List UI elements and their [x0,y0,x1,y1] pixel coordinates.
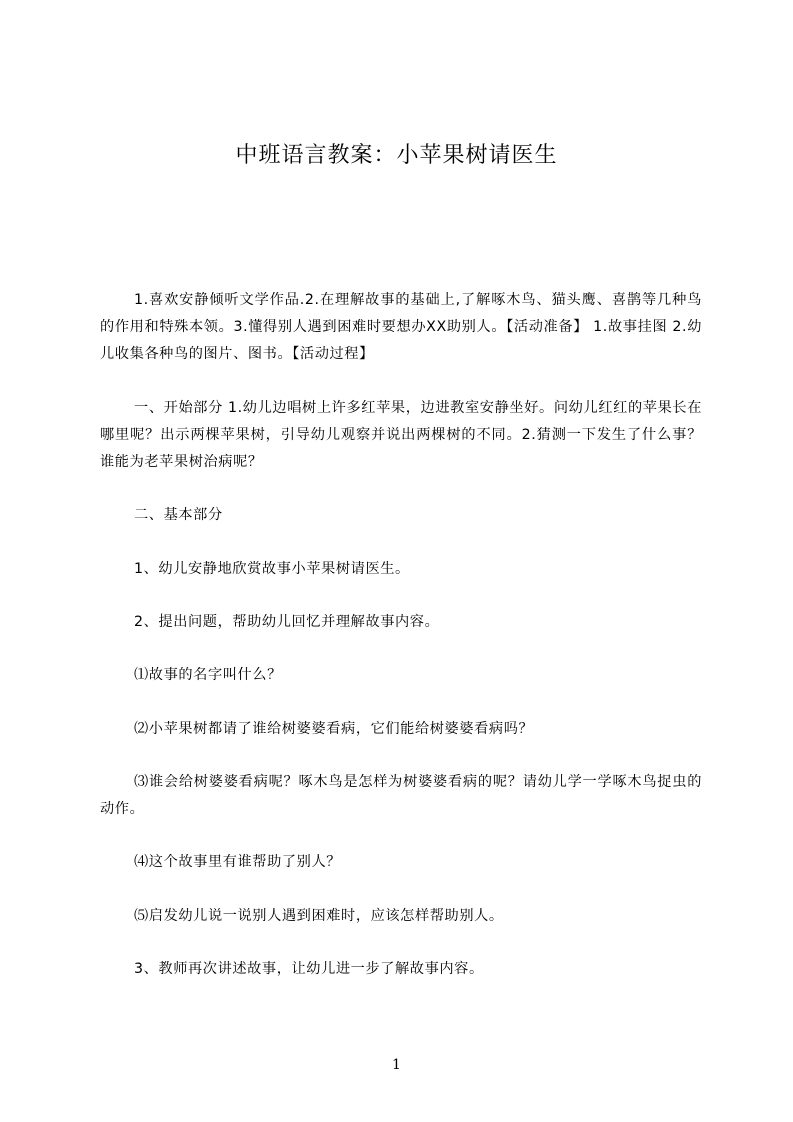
paragraph-question-2: ⑵小苹果树都请了谁给树婆婆看病，它们能给树婆婆看病吗？ [134,721,534,737]
paragraph-question-4: ⑷这个故事里有谁帮助了别人？ [134,854,342,870]
section-heading-basic: 二、基本部分 [134,507,223,523]
paragraph-question-1: ⑴故事的名字叫什么？ [134,667,282,683]
page-title: 中班语言教案：小苹果树请医生 [235,143,558,168]
paragraph-objectives: 1.喜欢安静倾听文学作品.2.在理解故事的基础上,了解啄木鸟、猫头鹰、喜鹊等几种鸟的作用和特殊本领。3.懂得别人遇到困难时要想办XX助别人。【活动准备】 1.故事挂图 2.幼儿收集各种鸟的图片、图书。【活动过程】 [100,292,702,362]
paragraph-question-5: ⑸启发幼儿说一说别人遇到困难时，应该怎样帮助别人。 [134,908,504,924]
paragraph-step-3: 3、教师再次讲述故事，让幼儿进一步了解故事内容。 [134,961,484,977]
paragraph-step-2: 2、提出问题，帮助幼儿回忆并理解故事内容。 [134,614,440,630]
page-number: 1 [392,1057,401,1073]
paragraph-question-3: ⑶谁会给树婆婆看病呢？啄木鸟是怎样为树婆婆看病的呢？请幼儿学一学啄木鸟捉虫的动作。 [100,774,702,817]
paragraph-start-section: 一、开始部分 1.幼儿边唱树上许多红苹果，边进教室安静坐好。问幼儿红红的苹果长在哪里呢？出示两棵苹果树，引导幼儿观察并说出两棵树的不同。2.猜测一下发生了什么事？谁能为老苹果树治病呢？ [100,400,702,470]
paragraph-step-1: 1、幼儿安静地欣赏故事小苹果树请医生。 [134,561,410,577]
